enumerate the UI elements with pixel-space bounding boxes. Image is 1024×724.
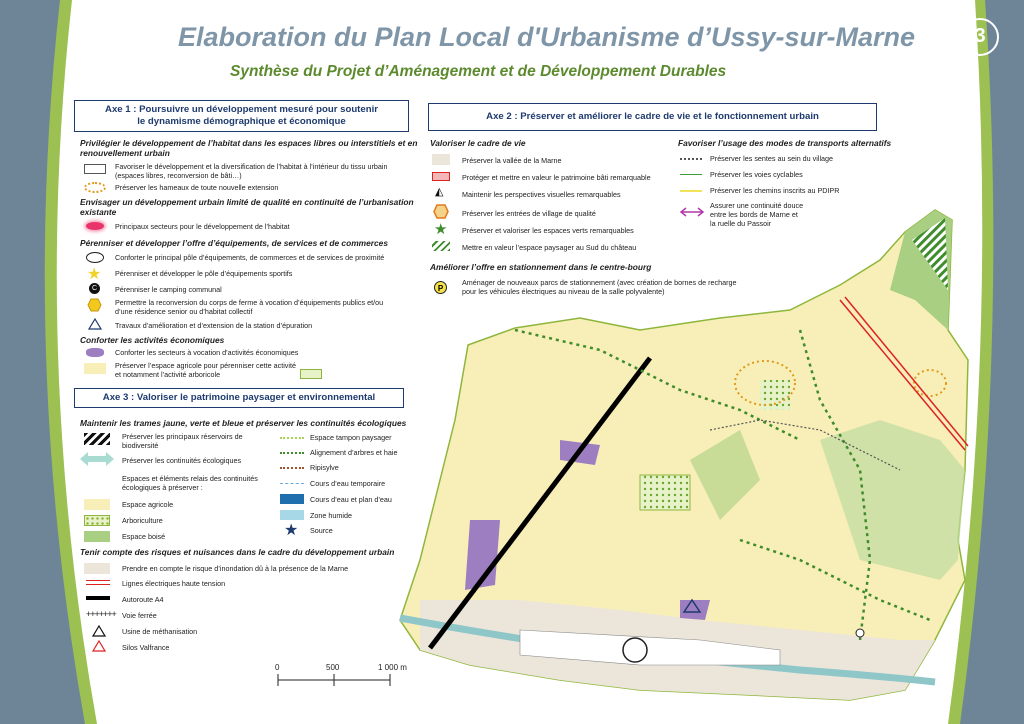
green-space-star-icon: ★: [434, 221, 448, 238]
axe1-section-continuity: Envisager un développement urbain limité de qualité en continuité de l’urbanisation: [80, 197, 414, 207]
legend-activities: Conforter les secteurs à vocation d’activités économiques: [115, 348, 299, 357]
axe1-title-line1: Axe 1 : Poursuivre un développement mesuré pour soutenir: [105, 104, 378, 115]
viewpoint-icon: ◭: [435, 186, 444, 198]
legend-woodland: Espace boisé: [122, 532, 166, 541]
legend-ripisylve: Ripisylve: [310, 463, 339, 472]
legend-hamlets: Préserver les hameaux de toute nouvelle extension: [115, 183, 279, 192]
axe1-section-equipments: Pérenniser et développer l’offre d’équipements, de services et de commerces: [80, 238, 388, 248]
legend-paths: Préserver les sentes au sein du village: [710, 154, 834, 163]
legend-silos: Silos Valfrance: [122, 643, 170, 652]
axe3-section-trames: Maintenir les trames jaune, verte et bleue et préserver les continuités écologiques: [80, 418, 407, 428]
legend-village-entries: Préserver les entrées de village de qualité: [462, 209, 596, 218]
legend-agricultural-space: Préserver l’espace agricole pour pérenniser cette activité: [115, 361, 296, 370]
legend-reservoirs-2: biodiversité: [122, 441, 159, 450]
legend-pdipr: Préserver les chemins inscrits au PDIPR: [710, 186, 840, 195]
legend-wetland: Zone humide: [310, 511, 352, 520]
legend-temp-stream: Cours d’eau temporaire: [310, 479, 386, 488]
legend-parking: Aménager de nouveaux parcs de stationnement (avec création de bornes de recharge: [462, 278, 737, 287]
legend-source: Source: [310, 526, 333, 535]
scale-label-1000: 1 000 m: [378, 663, 407, 672]
legend-motorway: Autoroute A4: [122, 595, 164, 604]
axe2-section-parking: Améliorer l’offre en stationnement dans le centre-bourg: [430, 262, 652, 272]
legend-agricultural-space-2: et notamment l’activité arboricole: [115, 370, 221, 379]
camping-icon: C: [89, 283, 100, 294]
legend-reservoirs: Préserver les principaux réservoirs de: [122, 432, 243, 441]
axe1-section-habitat-2: renouvellement urbain: [80, 148, 170, 158]
map-commune-area: [400, 210, 968, 700]
axe1-section-activities: Conforter les activités économiques: [80, 335, 225, 345]
legend-corridors: Préserver les continuités écologiques: [122, 456, 242, 465]
scale-label-0: 0: [275, 663, 280, 672]
parking-icon: P: [434, 281, 447, 294]
axe3-section-risks: Tenir compte des risques et nuisances dans le cadre du développement urbain: [80, 547, 395, 557]
legend-arboriculture: Arboriculture: [122, 516, 163, 525]
scale-label-500: 500: [326, 663, 340, 672]
legend-water: Cours d’eau et plan d’eau: [310, 495, 392, 504]
legend-relay-elements: Espaces et éléments relais des continuités: [122, 474, 258, 483]
axe1-title-line2: le dynamisme démographique et économique: [137, 116, 346, 127]
legend-flood: Prendre en compte le risque d’inondation dû à la présence de la Marne: [122, 564, 349, 573]
legend-viewpoints: Maintenir les perspectives visuelles remarquables: [462, 190, 621, 199]
legend-heritage: Protéger et mettre en valeur le patrimoine bâti remarquable: [462, 173, 651, 182]
legend-camping: Pérenniser le camping communal: [115, 285, 222, 294]
legend-castle-landscape: Mettre en valeur l’espace paysager au Sud du château: [462, 243, 637, 252]
railway-swatch: +++++++: [86, 609, 116, 619]
axe2-title: Axe 2 : Préserver et améliorer le cadre de vie et le fonctionnement urbain: [486, 111, 819, 122]
legend-green-spaces: Préserver et valoriser les espaces verts remarquables: [462, 226, 634, 235]
legend-treatment-plant: Travaux d’amélioration et d’extension de la station d’épuration: [115, 321, 313, 330]
legend-soft-continuity: Assurer une continuité douce: [710, 201, 804, 210]
legend-soft-continuity-2: entre les bords de Marne et: [710, 210, 798, 219]
legend-tree-alignment: Alignement d’arbres et haie: [310, 448, 398, 457]
axe2-section-cadre: Valoriser le cadre de vie: [430, 138, 526, 148]
legend-methanisation: Usine de méthanisation: [122, 627, 198, 636]
legend-agri-space: Espace agricole: [122, 500, 174, 509]
page-number: 3: [961, 18, 999, 56]
legend-cycle-paths: Préserver les voies cyclables: [710, 170, 803, 179]
legend-power-lines: Lignes électriques haute tension: [122, 579, 226, 588]
legend-parking-2: pour les véhicules électriques au niveau de la salle polyvalente): [462, 287, 665, 296]
scale-bar: [278, 674, 390, 686]
legend-habitat-interior: Favoriser le développement et la diversification de l’habitat à l’intérieur du tissu urbain: [115, 162, 388, 171]
page-subtitle: Synthèse du Projet d’Aménagement et de Développement Durables: [230, 63, 727, 80]
axe3-title: Axe 3 : Valoriser le patrimoine paysager et environnemental: [102, 392, 376, 403]
axe1-section-habitat: Privilégier le développement de l’habitat dans les espaces libres ou interstitiels et en: [80, 138, 418, 148]
axe2-section-transport: Favoriser l’usage des modes de transports alternatifs: [678, 138, 892, 148]
legend-relay-elements-2: écologiques à préserver :: [122, 483, 203, 492]
legend-main-pole: Conforter le principal pôle d’équipements, de commerces et de services de proximité: [115, 253, 385, 262]
source-star-icon: ★: [284, 522, 299, 539]
legend-soft-continuity-3: la ruelle du Passoir: [710, 219, 772, 228]
star-icon: ★: [87, 266, 102, 283]
axe1-section-continuity-2: existante: [80, 207, 117, 217]
legend-sports-pole: Pérenniser et développer le pôle d’équipements sportifs: [115, 269, 293, 278]
legend-buffer: Espace tampon paysager: [310, 433, 392, 442]
legend-housing-sectors: Principaux secteurs pour le développement de l’habitat: [115, 222, 290, 231]
legend-farm-reconversion: Permettre la reconversion du corps de ferme à vocation d’équipements publics et/ou: [115, 298, 384, 307]
legend-farm-reconversion-2: d’une résidence senior ou d’habitat collectif: [115, 307, 253, 316]
legend-habitat-interior-2: (espaces libres, reconversion de bâti…): [115, 171, 242, 180]
legend-marne-valley: Préserver la vallée de la Marne: [462, 156, 562, 165]
legend-railway: Voie ferrée: [122, 611, 157, 620]
page-title: Elaboration du Plan Local d'Urbanisme d’Ussy-sur-Marne: [178, 22, 916, 52]
